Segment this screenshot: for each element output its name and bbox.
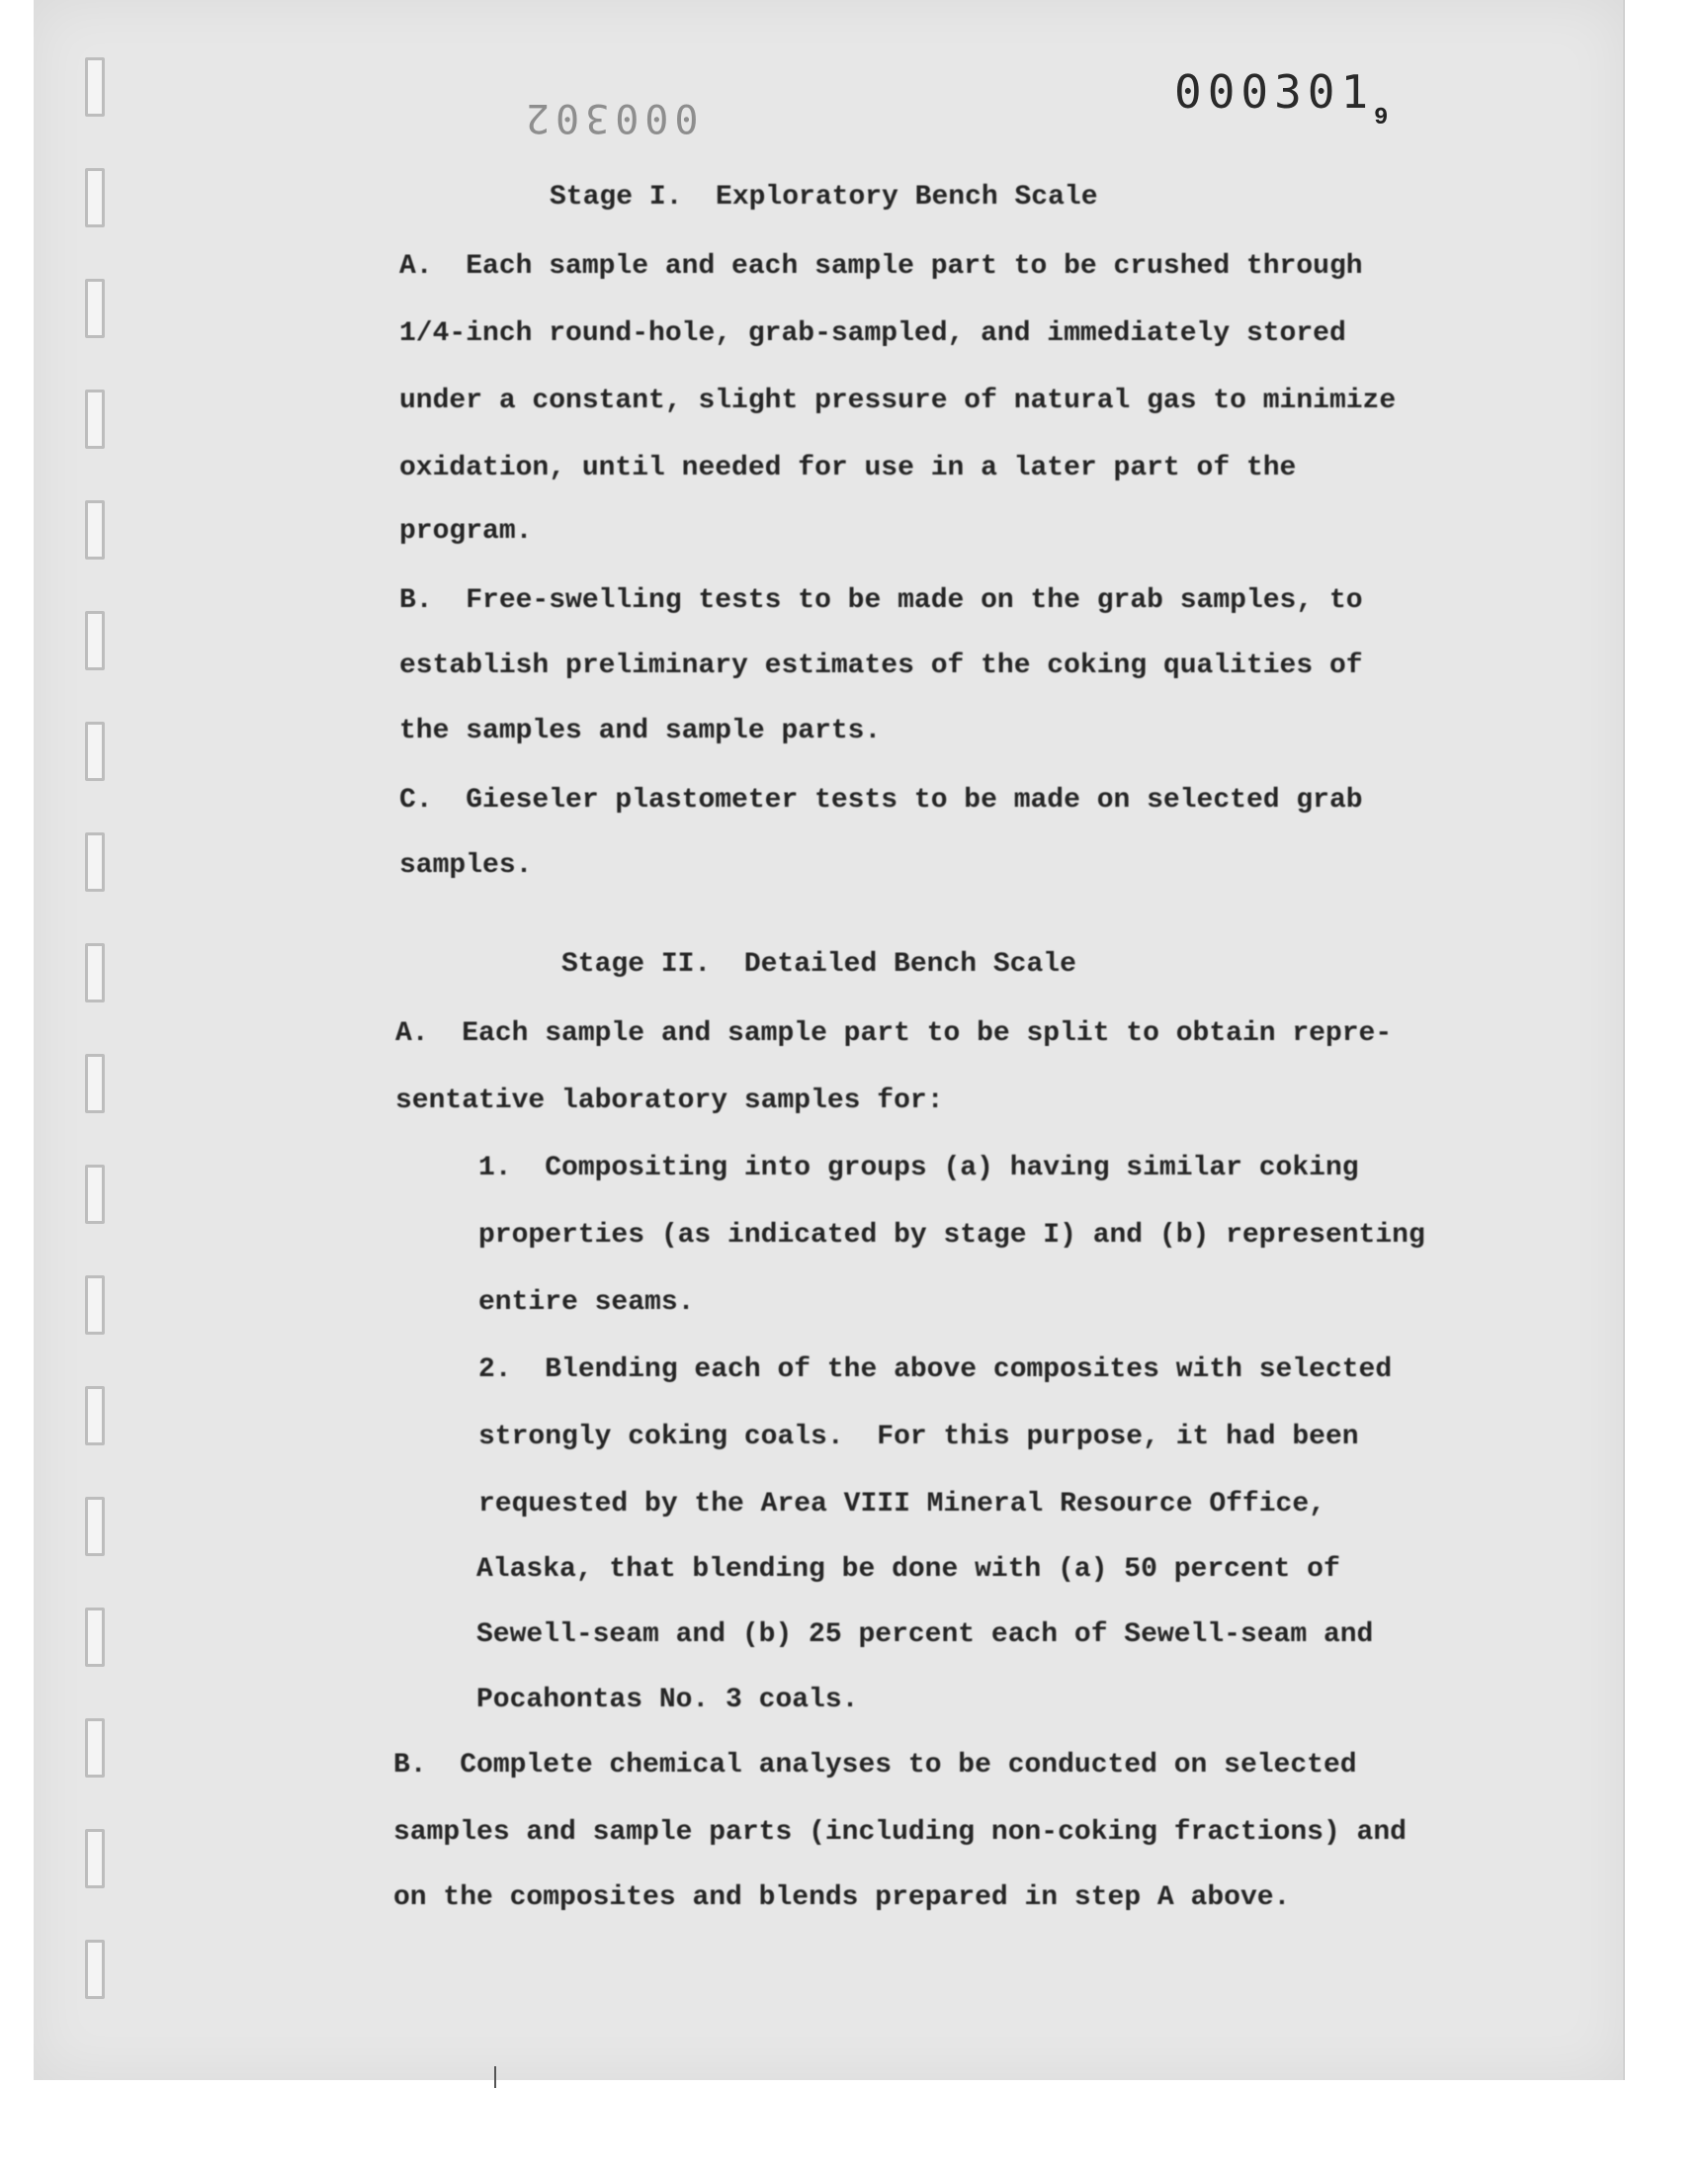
binder-hole bbox=[85, 1165, 105, 1224]
stage2-a1-line: 1. Compositing into groups (a) having similar coking bbox=[478, 1153, 1359, 1183]
binder-holes bbox=[47, 0, 107, 2080]
binder-hole bbox=[85, 57, 105, 117]
stage2-heading: Stage II. Detailed Bench Scale bbox=[561, 949, 1076, 980]
stage2-a2-line: Sewell-seam and (b) 25 percent each of Sewell-seam and bbox=[476, 1619, 1374, 1650]
stage1-c-line: C. Gieseler plastometer tests to be made on selected grab bbox=[399, 785, 1363, 816]
stage1-heading: Stage I. Exploratory Bench Scale bbox=[550, 182, 1098, 213]
upside-down-stamp-number: 000302 bbox=[520, 95, 699, 140]
stage2-a2-line: Alaska, that blending be done with (a) 50 percent of bbox=[476, 1554, 1340, 1585]
stage1-b-line: the samples and sample parts. bbox=[399, 716, 882, 746]
binder-hole bbox=[85, 1718, 105, 1778]
document-stamp-number: 000301 bbox=[1174, 65, 1375, 119]
stage2-a1-line: properties (as indicated by stage I) and (b) representing bbox=[478, 1220, 1425, 1251]
stage1-a-line: A. Each sample and each sample part to be crushed through bbox=[399, 251, 1363, 282]
stage2-a2-line: requested by the Area VIII Mineral Resource Office, bbox=[478, 1489, 1325, 1520]
stage2-b-line: B. Complete chemical analyses to be conducted on selected bbox=[393, 1750, 1357, 1781]
binder-hole bbox=[85, 1275, 105, 1335]
stage1-a-line: program. bbox=[399, 516, 533, 547]
binder-hole bbox=[85, 1497, 105, 1556]
binder-hole bbox=[85, 1829, 105, 1888]
binder-hole bbox=[85, 722, 105, 781]
binder-hole bbox=[85, 500, 105, 560]
page-number: 9 bbox=[1374, 105, 1389, 131]
binder-hole bbox=[85, 611, 105, 670]
binder-hole bbox=[85, 832, 105, 892]
stage1-b-line: B. Free-swelling tests to be made on the grab samples, to bbox=[399, 585, 1363, 616]
stage2-a1-line: entire seams. bbox=[478, 1287, 695, 1318]
binder-hole bbox=[85, 279, 105, 338]
stage1-a-line: under a constant, slight pressure of natural gas to minimize bbox=[399, 386, 1397, 416]
stage2-a-line: A. Each sample and sample part to be split to obtain repre- bbox=[395, 1018, 1393, 1049]
binder-hole bbox=[85, 168, 105, 227]
stage2-a-line: sentative laboratory samples for: bbox=[395, 1086, 944, 1116]
binder-hole bbox=[85, 1054, 105, 1113]
binder-hole bbox=[85, 390, 105, 449]
stage2-a2-line: 2. Blending each of the above composites with selected bbox=[478, 1354, 1393, 1385]
stage1-c-line: samples. bbox=[399, 850, 533, 881]
stage2-b-line: samples and sample parts (including non-coking fractions) and bbox=[393, 1817, 1407, 1848]
binder-hole bbox=[85, 1608, 105, 1667]
stage1-a-line: 1/4-inch round-hole, grab-sampled, and immediately stored bbox=[399, 318, 1346, 349]
binder-hole bbox=[85, 1386, 105, 1445]
stage1-b-line: establish preliminary estimates of the coking qualities of bbox=[399, 651, 1363, 681]
stage2-a2-line: Pocahontas No. 3 coals. bbox=[476, 1685, 859, 1715]
stage2-a2-line: strongly coking coals. For this purpose, it had been bbox=[478, 1422, 1359, 1452]
stage2-b-line: on the composites and blends prepared in step A above. bbox=[393, 1882, 1291, 1913]
binder-hole bbox=[85, 943, 105, 1002]
stage1-a-line: oxidation, until needed for use in a later part of the bbox=[399, 453, 1297, 483]
page-edge-mark bbox=[494, 2066, 496, 2088]
binder-hole bbox=[85, 1940, 105, 1999]
